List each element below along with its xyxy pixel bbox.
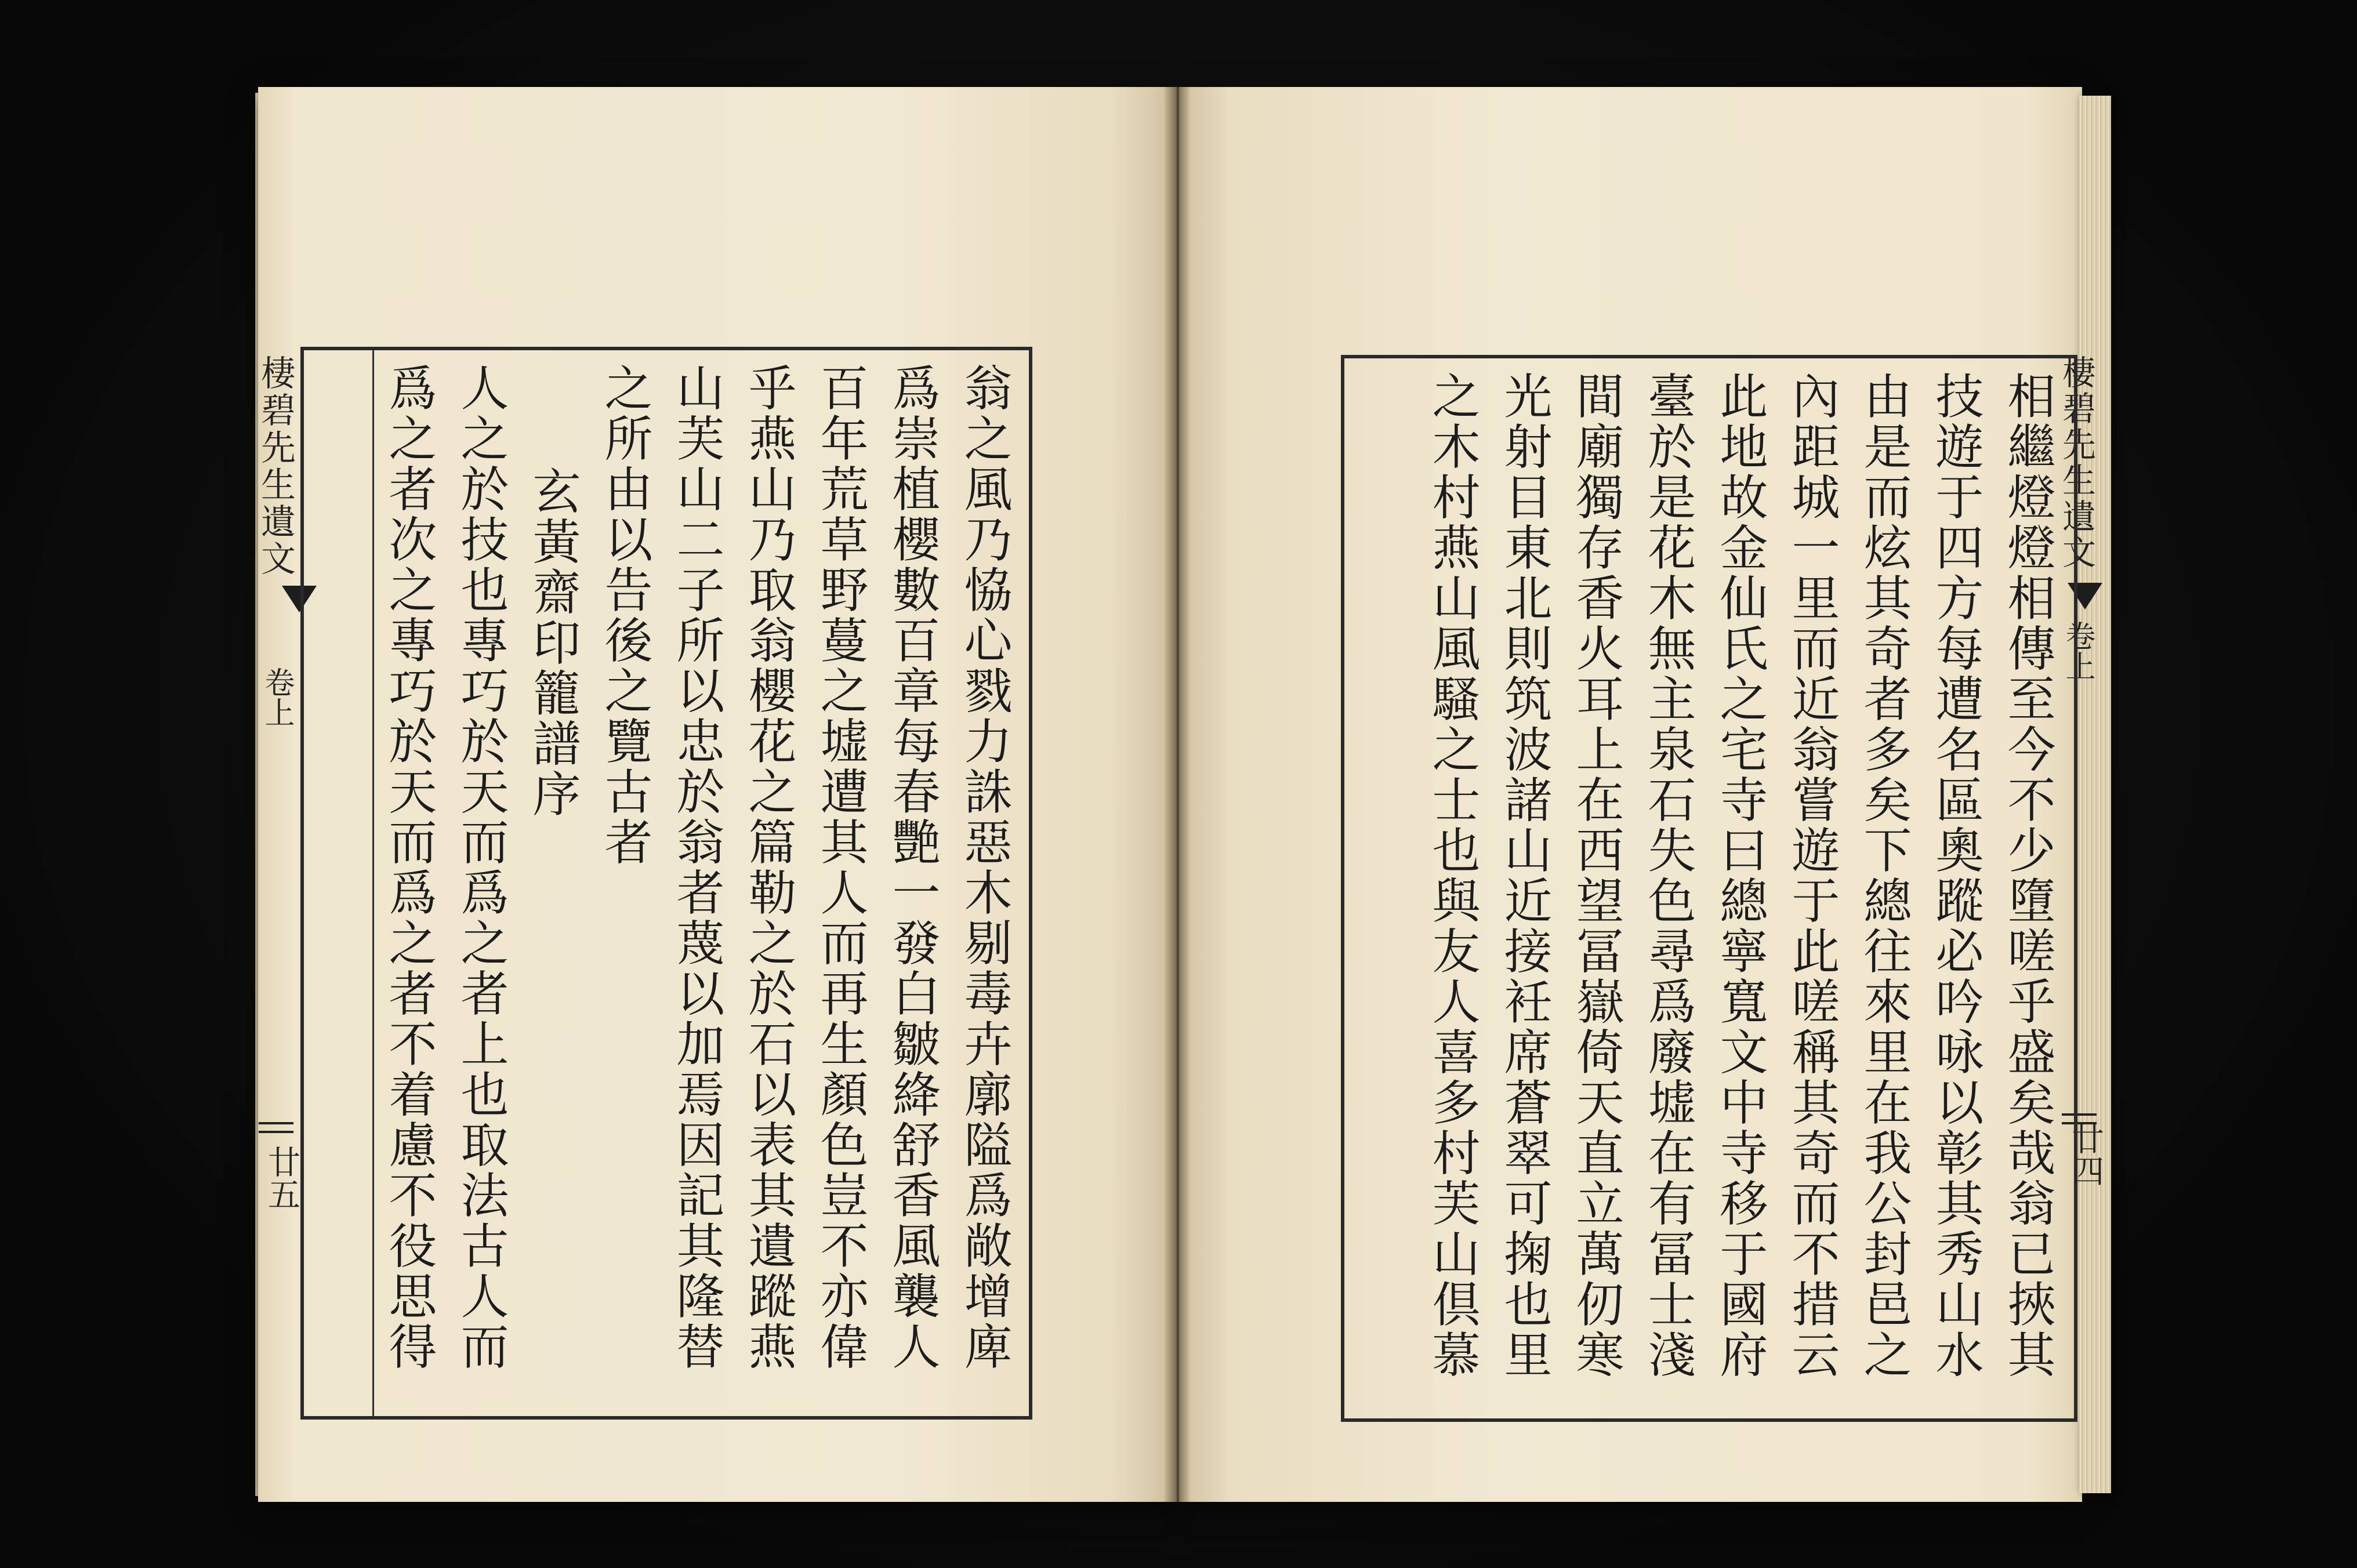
right-banxin-juan: 卷上 — [2060, 620, 2095, 681]
column-rule — [372, 350, 374, 1416]
text-column: 臺於是花木無主泉石失色尋爲廢墟在有冨士淺 — [1640, 371, 1696, 1380]
left-banxin-title: 棲碧先生遺文 — [255, 355, 296, 578]
book-gutter — [1165, 87, 1190, 1502]
text-column: 爲之者次之專巧於天而爲之者不着慮不役思得 — [380, 363, 437, 1372]
section-title: 玄黃齋印籠譜序 — [524, 466, 581, 819]
text-column: 相繼燈燈相傳至今不少墮嗟乎盛矣哉翁已挾其 — [1999, 371, 2055, 1380]
text-column: 百年荒草野蔓之墟遭其人而再生顏色豈不亦偉 — [812, 363, 868, 1372]
text-column: 之木村燕山風騷之士也與友人喜多村芙山倶慕 — [1424, 371, 1480, 1380]
text-column: 由是而炫其奇者多矣下總往來里在我公封邑之 — [1855, 371, 1912, 1380]
text-column: 此地故金仙氏之宅寺曰總寧寬文中寺移于國府 — [1711, 371, 1768, 1380]
text-column: 間廟獨存香火耳上在西望冨嶽倚天直立萬仞寒 — [1568, 371, 1624, 1380]
text-column: 內距城一里而近翁嘗遊于此嗟稱其奇而不措云 — [1783, 371, 1840, 1380]
text-column: 翁之風乃恊心戮力誅惡木剔毒卉廓隘爲敞增庳 — [956, 363, 1012, 1372]
text-column: 之所由以告後之覽古者 — [596, 363, 652, 868]
text-column: 山芙山二子所以忠於翁者蔑以加焉因記其隆替 — [668, 363, 724, 1372]
text-column: 技遊于四方每遭名區奧蹤必吟咏以彰其秀山水 — [1927, 371, 1983, 1380]
text-column: 人之於技也專巧於天而爲之者上也取法古人而 — [452, 363, 509, 1372]
right-page-number: 廿四 — [2066, 1122, 2104, 1187]
page-edge-right — [2079, 96, 2111, 1493]
banxin-rule — [259, 1122, 293, 1124]
left-text-frame — [300, 347, 1032, 1420]
text-column: 爲崇植櫻數百章每春艷一發白皺絳舒香風襲人 — [884, 363, 940, 1372]
banxin-rule — [259, 1131, 293, 1133]
text-column: 乎燕山乃取翁櫻花之篇勒之於石以表其遺蹤燕 — [740, 363, 796, 1372]
right-text-frame — [1341, 355, 2077, 1422]
left-page-number: 廿五 — [263, 1145, 300, 1210]
left-banxin-juan: 卷上 — [259, 667, 294, 727]
right-banxin-title: 棲碧先生遺文 — [2057, 355, 2096, 571]
text-column: 光射目東北則筑波諸山近接衽席蒼翠可掬也里 — [1496, 371, 1552, 1380]
